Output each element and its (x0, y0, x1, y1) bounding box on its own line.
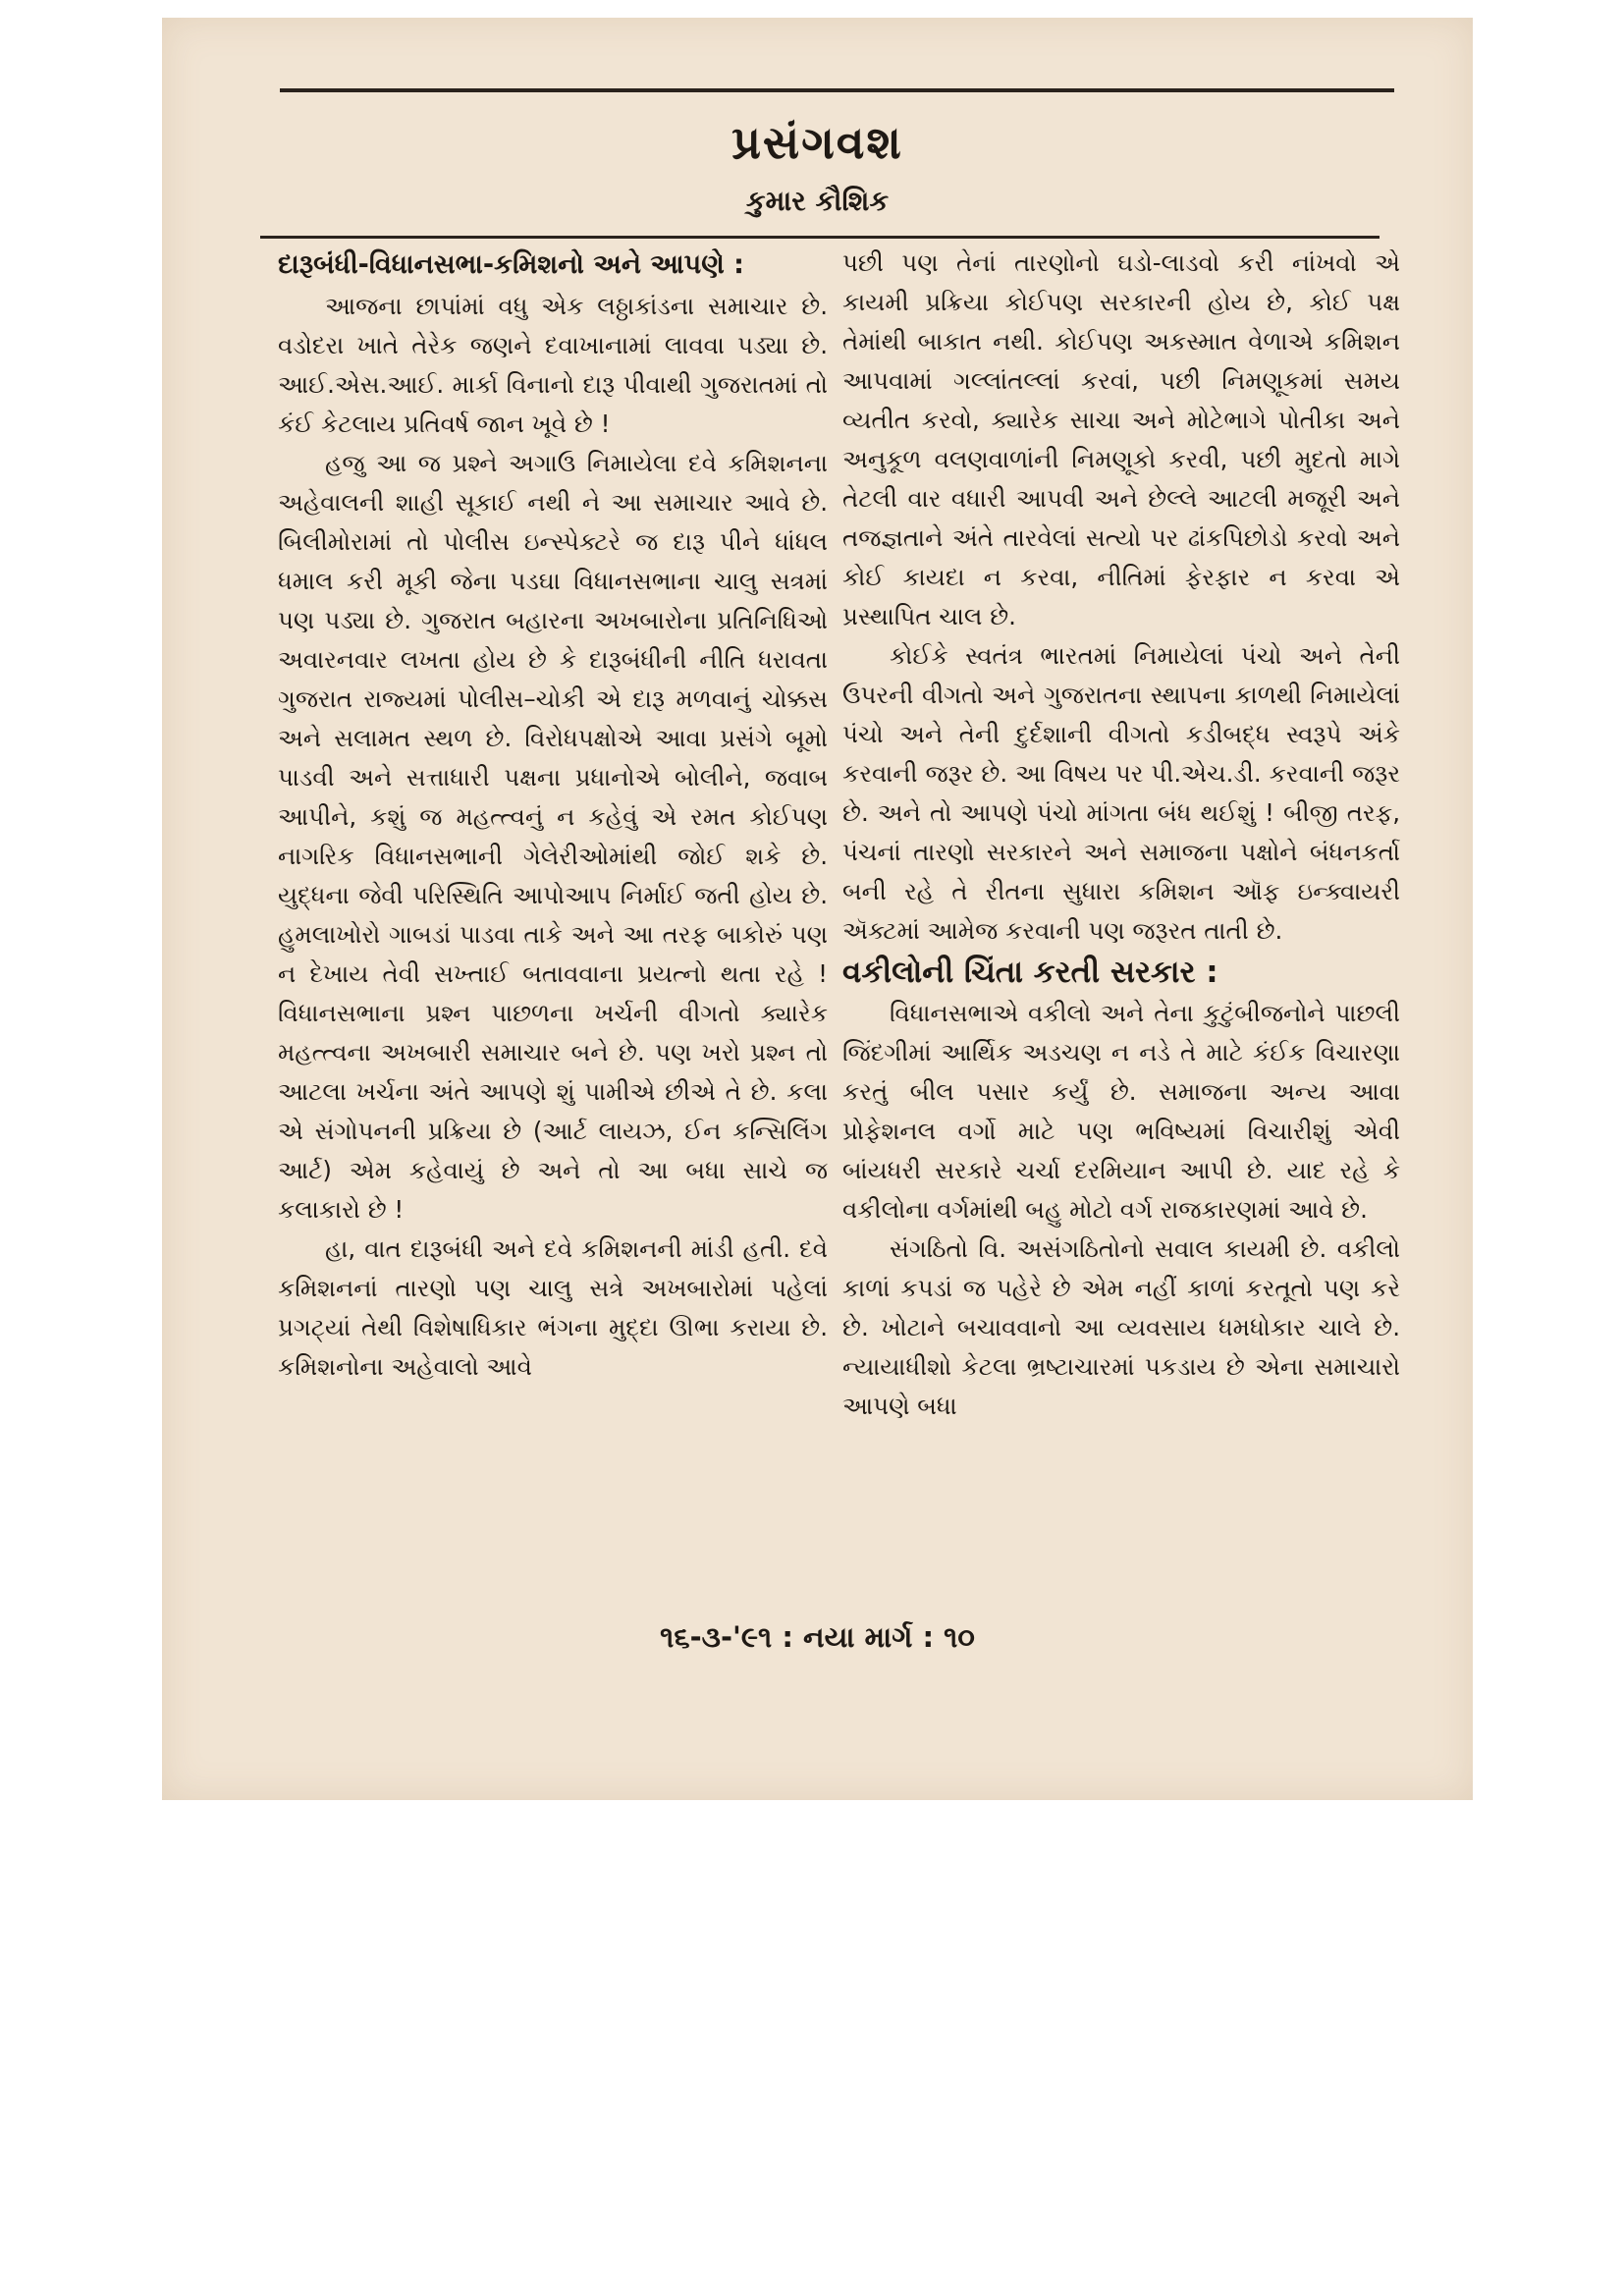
column-title: પ્રસંગવશ (731, 116, 903, 169)
top-rule (280, 88, 1394, 92)
right-paragraph-4: સંગઠિતો વિ. અસંગઠિતોનો સવાલ કાયમી છે. વકીલો કાળાં કપડાં જ પહેરે છે એમ નહીં કાળાં કરતૂતો પણ કરે છે. ખોટાને બચાવવાનો આ વ્યવસાય ધમધોકાર ચાલે છે. ન્યાયાધીશો કેટલા ભ્રષ્ટાચારમાં પકડાય છે એના સમાચારો આપણે બધા (842, 1234, 1400, 1420)
right-paragraph-2: કોઈકે સ્વતંત્ર ભારતમાં નિમાયેલાં પંચો અને તેની ઉપરની વીગતો અને ગુજરાતના સ્થાપના કાળથી નિમાયેલાં પંચો અને તેની દુર્દશાની વીગતો કડીબદ્ધ સ્વરૂપે અંકે કરવાની જરૂર છે. આ વિષય પર પી.એચ.ડી. કરવાની જરૂર છે. અને તો આપણે પંચો માંગતા બંધ થઈશું ! બીજી તરફ, પંચનાં તારણો સરકારને અને સમાજના પક્ષોને બંધનકર્તા બની રહે તે રીતના સુધારા કમિશન ઑફ ઇન્ક્વાયરી ઍક્ટમાં આમેજ કરવાની પણ જરૂરત તાતી છે. (842, 641, 1400, 945)
magazine-page (162, 18, 1473, 1800)
left-paragraph-2: હજુ આ જ પ્રશ્ને અગાઉ નિમાયેલા દવે કમિશનના અહેવાલની શાહી સૂકાઈ નથી ને આ સમાચાર આવે છે. બિલીમોરામાં તો પોલીસ ઇન્સ્પેક્ટરે જ દારૂ પીને ધાંધલ ધમાલ કરી મૂકી જેના પડઘા વિધાનસભાના ચાલુ સત્રમાં પણ પડ્યા છે. ગુજરાત બહારના અખબારોના પ્રતિનિધિઓ અવારનવાર લખતા હોય છે કે દારૂબંધીની નીતિ ધરાવતા ગુજરાત રાજ્યમાં પોલીસ–ચોકી એ દારૂ મળવાનું ચોક્કસ અને સલામત સ્થળ છે. વિરોધપક્ષોએ આવા પ્રસંગે બૂમો પાડવી અને સત્તાધારી પક્ષના પ્રધાનોએ બોલીને, જવાબ આપીને, કશું જ મહત્ત્વનું ન કહેવું એ રમત કોઈપણ નાગરિક વિધાનસભાની ગેલેરીઓમાંથી જોઈ શકે છે. યુદ્ધના જેવી પરિસ્થિતિ આપોઆપ નિર્માઈ જતી હોય છે. હુમલાખોરો ગાબડાં પાડવા તાકે અને આ તરફ બાકોરું પણ ન દેખાય તેવી સખ્તાઈ બતાવવાના પ્રયત્નો થતા રહે ! વિધાનસભાના પ્રશ્ન પાછળના ખર્ચની વીગતો ક્યારેક મહત્ત્વના અખબારી સમાચાર બને છે. પણ ખરો પ્રશ્ન તો આટલા ખર્ચના અંતે આપણે શું પામીએ છીએ તે છે. કલા એ સંગોપનની પ્રક્રિયા છે (આર્ટ લાયઝ, ઈન કન્સિલિંગ આર્ટ) એમ કહેવાયું છે અને તો આ બધા સાચે જ કલાકારો છે ! (278, 449, 828, 1224)
left-column (278, 244, 828, 1387)
right-paragraph-3: વિધાનસભાએ વકીલો અને તેના કુટુંબીજનોને પાછલી જિંદગીમાં આર્થિક અડચણ ન નડે તે માટે કંઈક વિચારણા કરતું બીલ પસાર કર્યું છે. સમાજના અન્ય આવા પ્રોફેશનલ વર્ગો માટે પણ ભવિષ્યમાં વિચારીશું એવી બાંયધરી સરકારે ચર્ચા દરમિયાન આપી છે. યાદ રહે કે વકીલોના વર્ગમાંથી બહુ મોટો વર્ગ રાજકારણમાં આવે છે. (842, 999, 1400, 1224)
title-rule (260, 236, 1380, 239)
author-name: કુમાર કૌશિક (745, 185, 890, 217)
right-column (842, 244, 1400, 1426)
right-paragraph-1: પછી પણ તેનાં તારણોનો ઘડો-લાડવો કરી નાંખવો એ કાયમી પ્રક્રિયા કોઈપણ સરકારની હોય છે, કોઈ પક્ષ તેમાંથી બાકાત નથી. કોઈપણ અકસ્માત વેળાએ કમિશન આપવામાં ગલ્લાંતલ્લાં કરવાં, પછી નિમણૂકમાં સમય વ્યતીત કરવો, ક્યારેક સાચા અને મોટેભાગે પોતીકા અને અનુકૂળ વલણવાળાંની નિમણૂકો કરવી, પછી મુદતો માગે તેટલી વાર વધારી આપવી અને છેલ્લે આટલી મજૂરી અને તજજ્ઞતાને અંતે તારવેલાં સત્યો પર ઢાંકપિછોડો કરવો અને કોઈ કાયદા ન કરવા, નીતિમાં ફેરફાર ન કરવા એ પ્રસ્થાપિત ચાલ છે. (842, 248, 1400, 630)
section-heading-lawyers: વકીલોની ચિંતા કરતી સરકાર : (842, 955, 1218, 990)
left-paragraph-1: આજના છાપાંમાં વધુ એક લઠ્ઠાકાંડના સમાચાર છે. વડોદરા ખાતે તેરેક જણને દવાખાનામાં લાવવા પડ્યા છે. આઈ.એસ.આઈ. માર્કા વિનાનો દારૂ પીવાથી ગુજરાતમાં તો કંઈ કેટલાય પ્રતિવર્ષ જાન ખૂવે છે ! (278, 292, 828, 438)
left-paragraph-3: હા, વાત દારૂબંધી અને દવે કમિશનની માંડી હતી. દવે કમિશનનાં તારણો પણ ચાલુ સત્રે અખબારોમાં પહેલાં પ્રગટ્યાં તેથી વિશેષાધિકાર ભંગના મુદ્દા ઊભા કરાયા છે. કમિશનોના અહેવાલો આવે (278, 1234, 828, 1381)
page-footer: ૧૬-૩-'૯૧ : નયા માર્ગ : ૧૦ (660, 1620, 975, 1654)
section-heading-prohibition: દારૂબંધી-વિધાનસભા-કમિશનો અને આપણે : (278, 249, 744, 280)
